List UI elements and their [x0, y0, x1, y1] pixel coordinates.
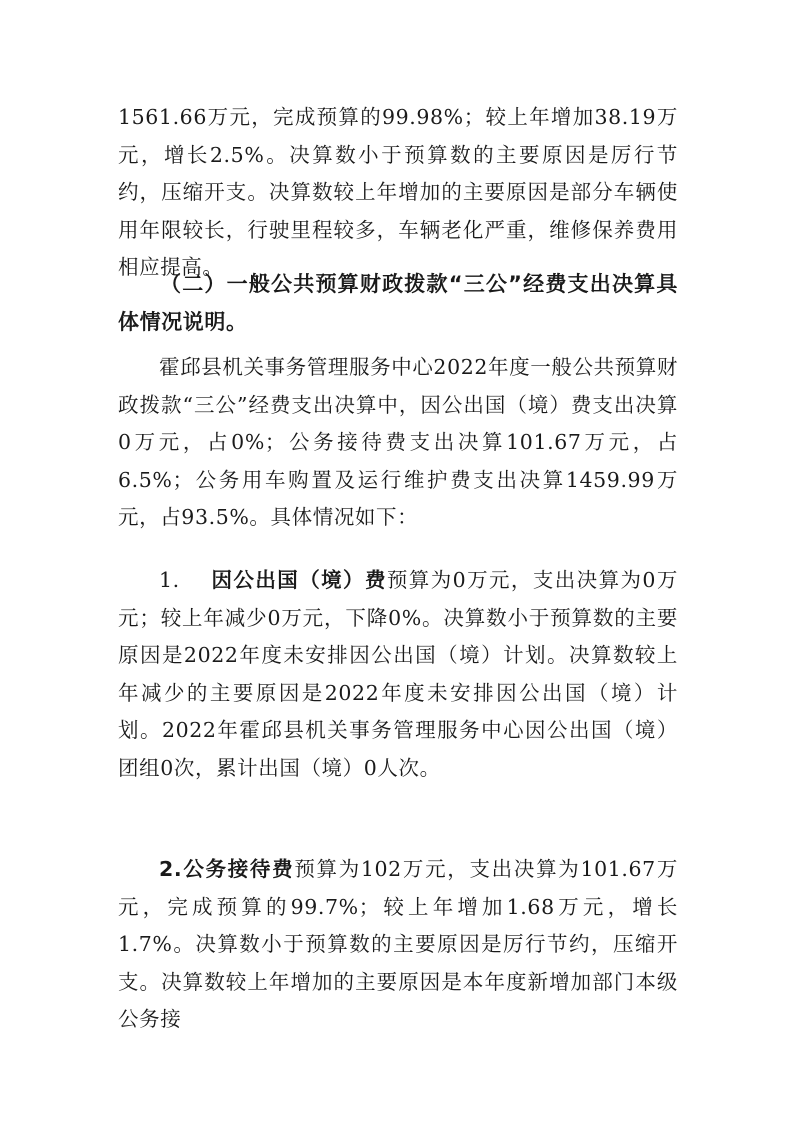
- item-2-body: 预算为102万元，支出决算为101.67万元，完成预算的99.7%；较上年增加1.68万元，增长1.7%。决算数小于预算数的主要原因是厉行节约，压缩开支。决算数较上年增加的主要原因是本年度新增加部门本级公务接: [118, 857, 678, 1031]
- item-1-number: 1.: [159, 568, 180, 592]
- item-1-title: 因公出国（境）费: [211, 568, 387, 592]
- paragraph-summary: 霍邱县机关事务管理服务中心2022年度一般公共预算财政拨款“三公”经费支出决算中，因公出国（境）费支出决算0万元，占0%；公务接待费支出决算101.67万元，占6.5%；公务用车购置及运行维护费支出决算1459.99万元，占93.5%。具体情况如下：: [118, 355, 678, 529]
- paragraph-item-1: [118, 562, 678, 787]
- paragraph-item-2: [118, 851, 678, 1039]
- item-2-title: 2.公务接待费: [159, 857, 295, 881]
- paragraph-vehicle-expense: 1561.66万元，完成预算的99.98%；较上年增加38.19万元，增长2.5%。决算数小于预算数的主要原因是厉行节约，压缩开支。决算数较上年增加的主要原因是部分车辆使用年限较长，行驶里程较多，车辆老化严重，维修保养费用相应提高。: [118, 105, 678, 279]
- section-heading: （二）一般公共预算财政拨款“三公”经费支出决算具体情况说明。: [118, 272, 678, 334]
- item-1-body: 预算为0万元，支出决算为0万元；较上年减少0万元，下降0%。决算数小于预算数的主要原因是2022年度未安排因公出国（境）计划。决算数较上年减少的主要原因是2022年度未安排因公出国（境）计划。2022年霍邱县机关事务管理服务中心因公出国（境）团组0次，累计出国（境）0人次。: [118, 568, 678, 780]
